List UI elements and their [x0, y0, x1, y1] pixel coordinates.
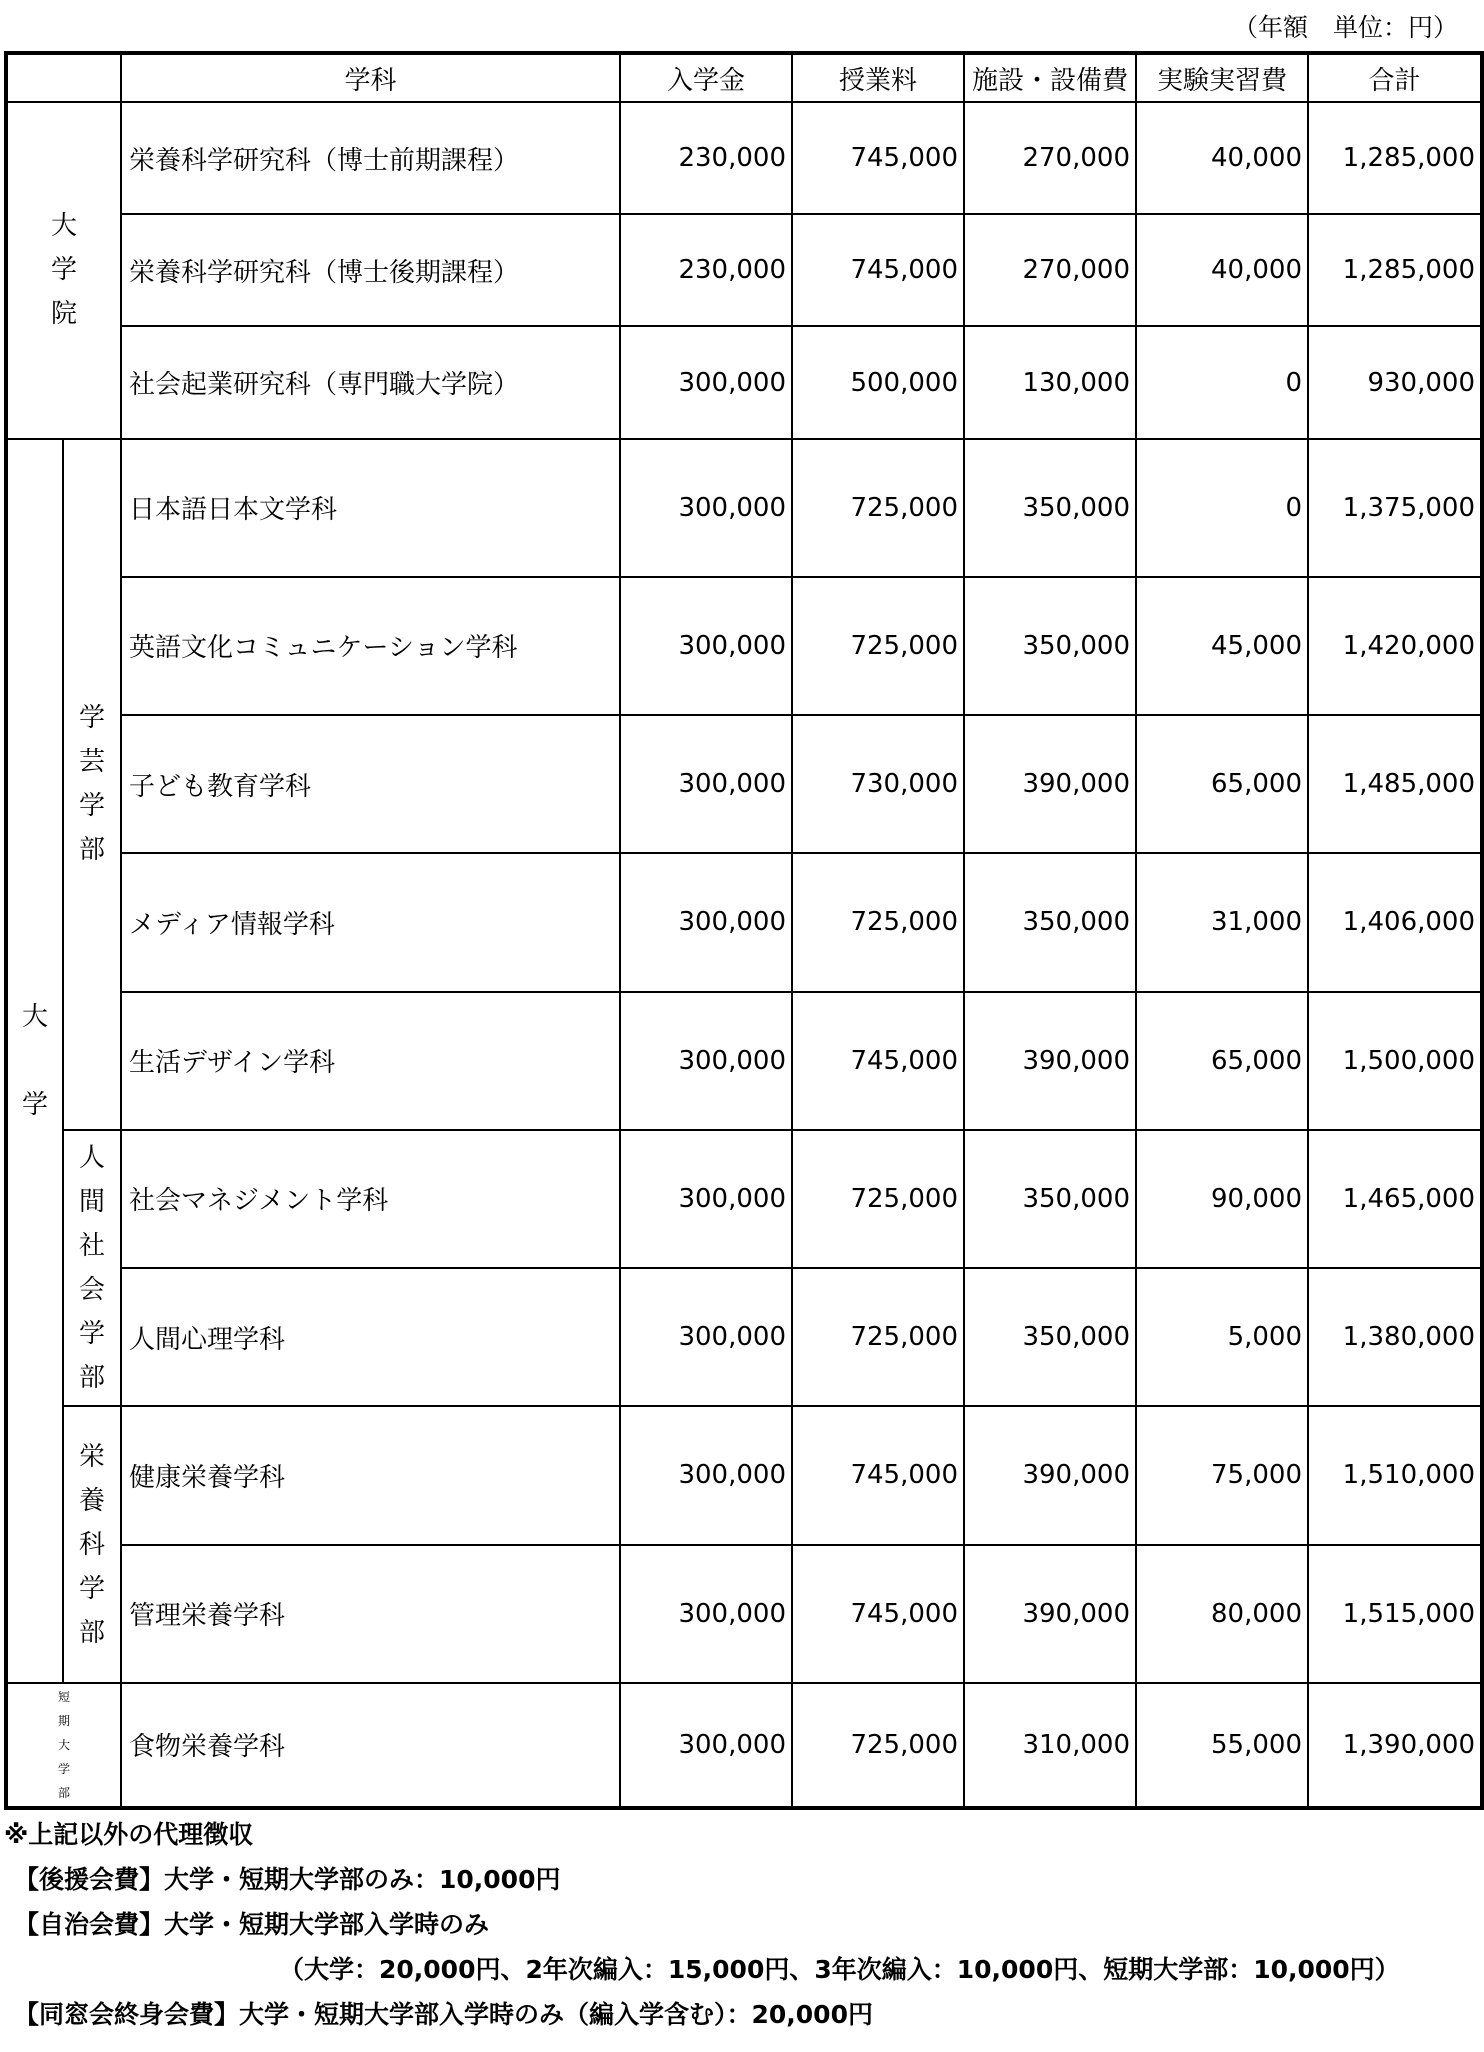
entrance-fee: 300,000	[620, 577, 792, 715]
entrance-fee: 300,000	[620, 715, 792, 853]
fee-table	[4, 51, 1484, 1810]
tuition-fee: 725,000	[792, 577, 964, 715]
department-name: 栄養科学研究科（博士後期課程）	[121, 214, 620, 326]
tuition-fee: 725,000	[792, 853, 964, 991]
table-row	[6, 1406, 1482, 1544]
facility-fee: 350,000	[964, 577, 1136, 715]
department-name: 生活デザイン学科	[121, 992, 620, 1130]
table-row	[6, 853, 1482, 991]
total-fee: 1,465,000	[1308, 1130, 1482, 1268]
facility-fee: 390,000	[964, 992, 1136, 1130]
notes	[4, 1812, 1480, 2037]
total-fee: 1,380,000	[1308, 1268, 1482, 1406]
lab-fee: 31,000	[1136, 853, 1308, 991]
group-label-eiyou: 栄 養 科 学 部	[63, 1406, 121, 1682]
total-fee: 1,390,000	[1308, 1683, 1482, 1808]
facility-fee: 390,000	[964, 1545, 1136, 1683]
lab-fee: 90,000	[1136, 1130, 1308, 1268]
department-name: 社会マネジメント学科	[121, 1130, 620, 1268]
department-name: 子ども教育学科	[121, 715, 620, 853]
group-label-university: 大 学	[6, 439, 63, 1683]
group-label-gakugei: 学 芸 学 部	[63, 439, 121, 1130]
lab-fee: 80,000	[1136, 1545, 1308, 1683]
facility-fee: 270,000	[964, 214, 1136, 326]
entrance-fee: 300,000	[620, 1130, 792, 1268]
lab-fee: 5,000	[1136, 1268, 1308, 1406]
department-name: メディア情報学科	[121, 853, 620, 991]
header-department: 学科	[121, 53, 620, 102]
header-row	[6, 53, 1482, 102]
lab-fee: 40,000	[1136, 102, 1308, 214]
entrance-fee: 300,000	[620, 1268, 792, 1406]
lab-fee: 45,000	[1136, 577, 1308, 715]
facility-fee: 350,000	[964, 1130, 1136, 1268]
tuition-fee: 725,000	[792, 1130, 964, 1268]
total-fee: 1,500,000	[1308, 992, 1482, 1130]
total-fee: 1,406,000	[1308, 853, 1482, 991]
total-fee: 1,485,000	[1308, 715, 1482, 853]
table-row	[6, 326, 1482, 438]
department-name: 日本語日本文学科	[121, 439, 620, 577]
entrance-fee: 300,000	[620, 326, 792, 438]
lab-fee: 65,000	[1136, 992, 1308, 1130]
table-row	[6, 1268, 1482, 1406]
header-corner	[6, 53, 121, 102]
total-fee: 930,000	[1308, 326, 1482, 438]
department-name: 人間心理学科	[121, 1268, 620, 1406]
note-alumni-fee: 【同窓会終身会費】大学・短期大学部入学時のみ（編入学含む）：20,000円	[14, 2000, 873, 2029]
entrance-fee: 300,000	[620, 1545, 792, 1683]
table-row	[6, 1545, 1482, 1683]
lab-fee: 65,000	[1136, 715, 1308, 853]
facility-fee: 270,000	[964, 102, 1136, 214]
group-label-ningen: 人 間 社 会 学 部	[63, 1130, 121, 1406]
department-name: 栄養科学研究科（博士前期課程）	[121, 102, 620, 214]
header-lab: 実験実習費	[1136, 53, 1308, 102]
department-name: 食物栄養学科	[121, 1683, 620, 1808]
facility-fee: 390,000	[964, 1406, 1136, 1544]
table-row	[6, 102, 1482, 214]
entrance-fee: 230,000	[620, 214, 792, 326]
entrance-fee: 300,000	[620, 1406, 792, 1544]
total-fee: 1,420,000	[1308, 577, 1482, 715]
department-name: 英語文化コミュニケーション学科	[121, 577, 620, 715]
department-name: 健康栄養学科	[121, 1406, 620, 1544]
facility-fee: 350,000	[964, 853, 1136, 991]
entrance-fee: 300,000	[620, 1683, 792, 1808]
facility-fee: 350,000	[964, 1268, 1136, 1406]
total-fee: 1,515,000	[1308, 1545, 1482, 1683]
total-fee: 1,285,000	[1308, 102, 1482, 214]
header-entrance: 入学金	[620, 53, 792, 102]
entrance-fee: 300,000	[620, 439, 792, 577]
tuition-fee: 725,000	[792, 439, 964, 577]
table-row	[6, 214, 1482, 326]
table-row	[6, 577, 1482, 715]
lab-fee: 40,000	[1136, 214, 1308, 326]
entrance-fee: 300,000	[620, 992, 792, 1130]
tuition-fee: 730,000	[792, 715, 964, 853]
table-row	[6, 715, 1482, 853]
lab-fee: 0	[1136, 326, 1308, 438]
note-student-council-fee: 【自治会費】大学・短期大学部入学時のみ	[14, 1910, 490, 1939]
tuition-fee: 725,000	[792, 1683, 964, 1808]
table-row	[6, 1130, 1482, 1268]
group-label-junior: 短 期 大 学 部	[6, 1683, 121, 1808]
notes-heading: ※上記以外の代理徴収	[4, 1820, 254, 1849]
header-tuition: 授業料	[792, 53, 964, 102]
facility-fee: 310,000	[964, 1683, 1136, 1808]
table-row	[6, 439, 1482, 577]
unit-note: （年額 単位：円）	[1232, 13, 1458, 42]
note-supporters-fee: 【後援会費】大学・短期大学部のみ：10,000円	[14, 1865, 561, 1894]
entrance-fee: 300,000	[620, 853, 792, 991]
lab-fee: 55,000	[1136, 1683, 1308, 1808]
tuition-fee: 745,000	[792, 214, 964, 326]
group-label-graduate: 大 学 院	[6, 102, 121, 439]
department-name: 社会起業研究科（専門職大学院）	[121, 326, 620, 438]
tuition-fee: 725,000	[792, 1268, 964, 1406]
lab-fee: 75,000	[1136, 1406, 1308, 1544]
total-fee: 1,510,000	[1308, 1406, 1482, 1544]
facility-fee: 130,000	[964, 326, 1136, 438]
header-total: 合計	[1308, 53, 1482, 102]
tuition-fee: 745,000	[792, 1545, 964, 1683]
lab-fee: 0	[1136, 439, 1308, 577]
department-name: 管理栄養学科	[121, 1545, 620, 1683]
tuition-fee: 745,000	[792, 1406, 964, 1544]
note-student-council-detail: （大学：20,000円、2年次編入：15,000円、3年次編入：10,000円、短期大学部：10,000円）	[279, 1955, 1400, 1984]
entrance-fee: 230,000	[620, 102, 792, 214]
total-fee: 1,285,000	[1308, 214, 1482, 326]
facility-fee: 390,000	[964, 715, 1136, 853]
tuition-fee: 745,000	[792, 992, 964, 1130]
tuition-fee: 500,000	[792, 326, 964, 438]
table-row	[6, 1683, 1482, 1808]
header-facility: 施設・設備費	[964, 53, 1136, 102]
table-row	[6, 992, 1482, 1130]
total-fee: 1,375,000	[1308, 439, 1482, 577]
facility-fee: 350,000	[964, 439, 1136, 577]
tuition-fee: 745,000	[792, 102, 964, 214]
